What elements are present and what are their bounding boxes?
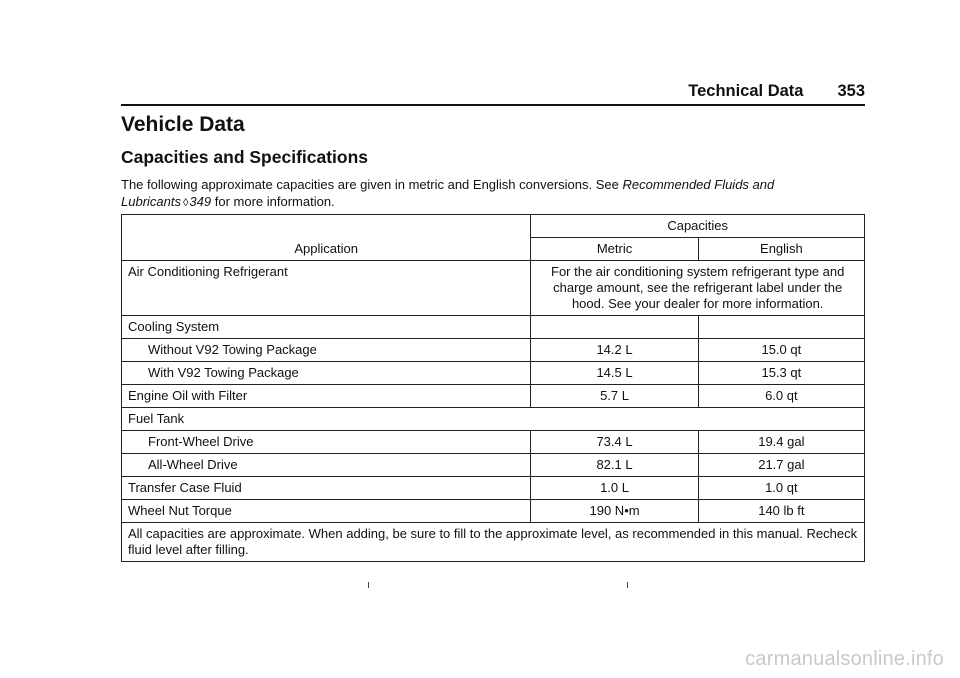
- row-application: With V92 Towing Package: [122, 362, 531, 385]
- row-application: Without V92 Towing Package: [122, 339, 531, 362]
- row-application: Air Conditioning Refrigerant: [122, 261, 531, 316]
- row-english: 15.0 qt: [698, 339, 864, 362]
- row-metric: 1.0 L: [531, 477, 698, 500]
- xref-arrow-icon: ◊: [182, 196, 189, 209]
- table-row: [122, 408, 865, 431]
- row-english: 21.7 gal: [698, 454, 864, 477]
- row-metric: [531, 316, 698, 339]
- row-english: 19.4 gal: [698, 431, 864, 454]
- intro-paragraph: [121, 177, 865, 211]
- capacities-table: [121, 214, 865, 562]
- page-title: Vehicle Data: [121, 113, 245, 136]
- site-watermark: carmanualsonline.info: [745, 648, 944, 670]
- xref-link-text[interactable]: Recommended Fluids and Lubricants: [121, 177, 775, 209]
- header-capacities: Capacities: [531, 215, 865, 238]
- table-row: [122, 339, 865, 362]
- xref-page-number[interactable]: 349: [189, 193, 212, 209]
- header-application: Application: [122, 215, 531, 261]
- row-application: Cooling System: [122, 316, 531, 339]
- row-application: Transfer Case Fluid: [122, 477, 531, 500]
- row-metric: 190 N•m: [531, 500, 698, 523]
- header-page-number: 353: [837, 82, 865, 100]
- row-application: Engine Oil with Filter: [122, 385, 531, 408]
- table-row: [122, 261, 865, 316]
- row-english: 15.3 qt: [698, 362, 864, 385]
- row-english: 1.0 qt: [698, 477, 864, 500]
- row-english: 140 lb ft: [698, 500, 864, 523]
- row-application: Wheel Nut Torque: [122, 500, 531, 523]
- header-section-title: Technical Data: [688, 82, 804, 100]
- crop-mark: [368, 582, 369, 588]
- intro-text-after: for more information.: [211, 193, 335, 209]
- crop-mark: [627, 582, 628, 588]
- section-subtitle: Capacities and Specifications: [121, 147, 369, 167]
- table-row: [122, 477, 865, 500]
- row-application: Fuel Tank: [122, 408, 865, 431]
- row-metric: 73.4 L: [531, 431, 698, 454]
- row-application: Front-Wheel Drive: [122, 431, 531, 454]
- table-row: [122, 385, 865, 408]
- row-metric: 14.5 L: [531, 362, 698, 385]
- row-english: [698, 316, 864, 339]
- table-footnote: All capacities are approximate. When adding, be sure to fill to the approximate level, as recommended in this manual. Recheck fluid level after filling.: [122, 523, 865, 562]
- row-metric: 82.1 L: [531, 454, 698, 477]
- row-english: 6.0 qt: [698, 385, 864, 408]
- header-english: English: [698, 238, 864, 261]
- row-refrigerant-note: For the air conditioning system refrigerant type and charge amount, see the refrigerant label under the hood. See your dealer for more information.: [531, 261, 865, 316]
- intro-text-before: The following approximate capacities are given in metric and English conversions. See: [121, 177, 623, 192]
- table-row: [122, 316, 865, 339]
- table-footnote-row: [122, 523, 865, 562]
- table-row: [122, 362, 865, 385]
- table-header-row: [122, 215, 865, 238]
- table-row: [122, 454, 865, 477]
- table-row: [122, 431, 865, 454]
- row-metric: 5.7 L: [531, 385, 698, 408]
- header-metric: Metric: [531, 238, 698, 261]
- table-row: [122, 500, 865, 523]
- row-metric: 14.2 L: [531, 339, 698, 362]
- row-application: All-Wheel Drive: [122, 454, 531, 477]
- page-header: [121, 82, 865, 106]
